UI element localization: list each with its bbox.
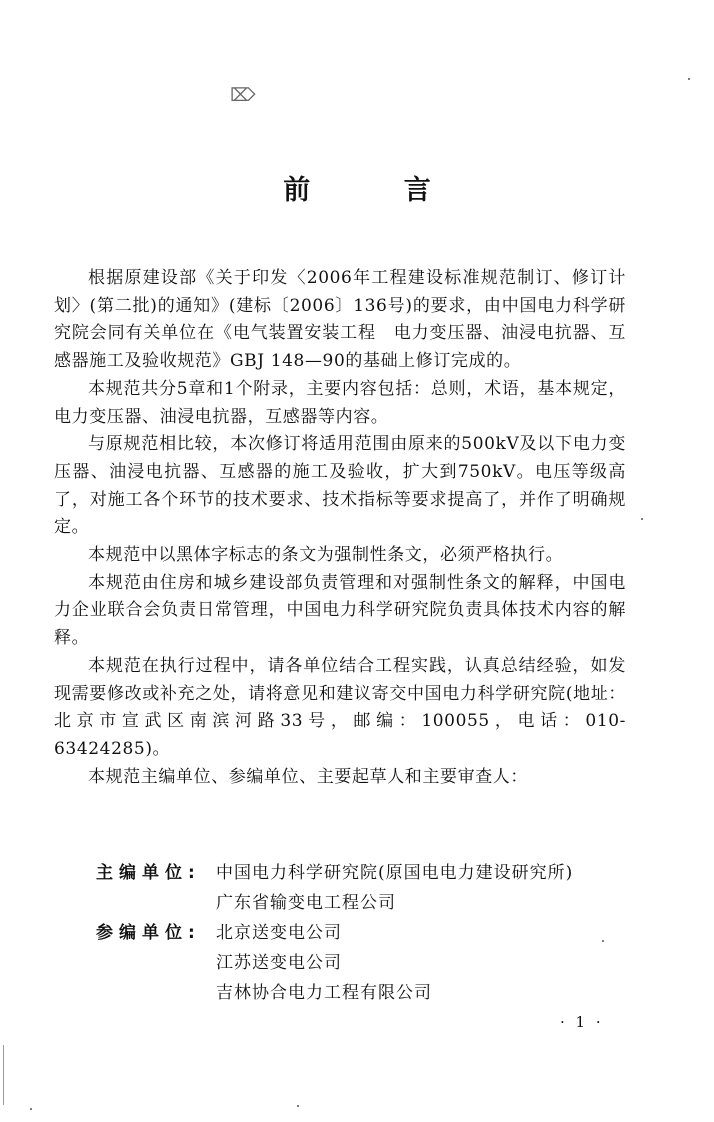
chief-unit-name: 中国电力科学研究院(原国电电力建设研究所) xyxy=(216,863,574,883)
participating-unit-row xyxy=(96,948,636,978)
participating-unit-name: 北京送变电公司 xyxy=(216,923,342,943)
participating-unit-name: 江苏送变电公司 xyxy=(216,953,342,973)
scan-edge-line xyxy=(3,1045,4,1105)
participating-unit-row xyxy=(96,918,636,948)
page-number: · 1 · xyxy=(560,1013,604,1031)
chief-unit-row xyxy=(96,858,636,888)
scan-speck xyxy=(297,1105,299,1107)
page-title: 前 言 xyxy=(283,175,473,206)
chief-unit-row xyxy=(96,888,636,918)
participating-unit-row xyxy=(96,978,636,1008)
paragraph: 本规范由住房和城乡建设部负责管理和对强制性条文的解释，中国电力企业联合会负责日常管理，中国电力科学研究院负责具体技术内容的解释。 xyxy=(54,572,626,649)
paragraph: 本规范主编单位、参编单位、主要起草人和主要审查人： xyxy=(88,766,528,787)
participating-unit-name: 吉林协合电力工程有限公司 xyxy=(216,983,432,1003)
preface-body xyxy=(54,265,626,791)
participating-unit-label: 参编单位: xyxy=(96,923,201,943)
paragraph: 与原规范相比较，本次修订将适用范围由原来的500kV及以下电力变压器、油浸电抗器、互感器的施工及验收，扩大到750kV。电压等级高了，对施工各个环节的技术要求、技术指标等要求提高了，并作了明确规定。 xyxy=(54,434,626,538)
scan-speck xyxy=(688,78,690,80)
chief-unit-label: 主编单位: xyxy=(96,863,201,883)
paragraph: 本规范在执行过程中，请各单位结合工程实践，认真总结经验，如发现需要修改或补充之处，请将意见和建议寄交中国电力科学研究院(地址：北京市宣武区南滨河路33号，邮编：100055，电话：010-63424285)。 xyxy=(54,655,626,759)
paragraph: 根据原建设部《关于印发〈2006年工程建设标准规范制订、修订计划〉(第二批)的通知》(建标〔2006〕136号)的要求，由中国电力科学研究院会同有关单位在《电气装置安装工程 电力变压器、油浸电抗器、互感器施工及验收规范》GBJ 148—90的基础上修订完成的。 xyxy=(54,268,626,372)
scan-speck xyxy=(30,1108,32,1110)
scan-speck xyxy=(602,940,604,942)
units-list xyxy=(96,858,636,1008)
paragraph: 本规范中以黑体字标志的条文为强制性条文，必须严格执行。 xyxy=(88,545,564,566)
scan-speck xyxy=(641,518,643,520)
chief-unit-name: 广东省输变电工程公司 xyxy=(216,893,396,913)
paragraph: 本规范共分5章和1个附录，主要内容包括：总则，术语，基本规定，电力变压器、油浸电抗器，互感器等内容。 xyxy=(54,378,626,427)
scan-mark-icon: ⌦ xyxy=(230,85,256,106)
